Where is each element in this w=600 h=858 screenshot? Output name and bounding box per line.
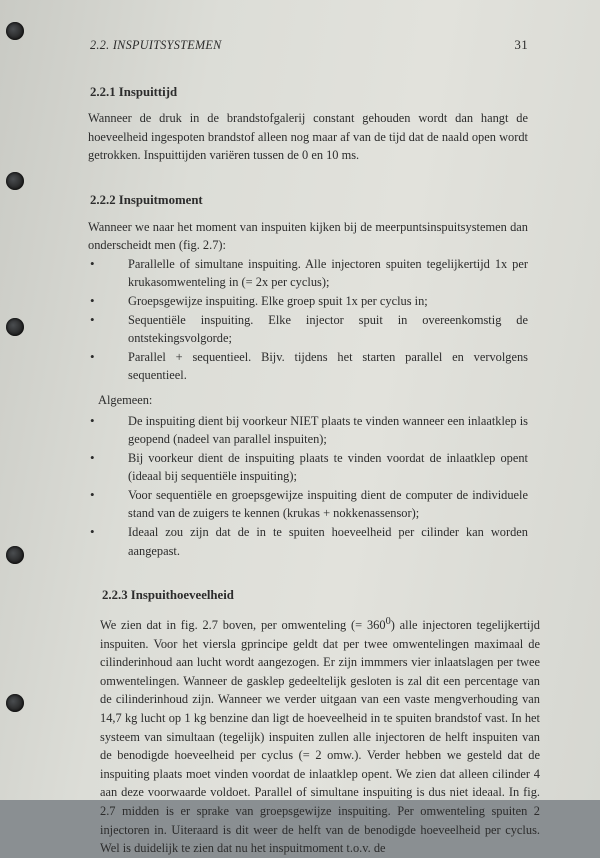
list-item-text: Groepsgewijze inspuiting. Elke groep spuit 1x per cyclus in; (128, 293, 428, 308)
binder-hole (6, 22, 24, 40)
bullet-glyph: • (90, 412, 95, 428)
body-text-start: We zien dat in fig. 2.7 boven, per omwenteling (= 360 (100, 617, 386, 632)
running-head (90, 36, 528, 55)
page-content (88, 36, 540, 858)
section-intro-inspuitmoment: Wanneer we naar het moment van inspuiten kijken bij de meerpuntsinspuitsystemen dan onderscheidt men (fig. 2.7): (88, 219, 528, 253)
binder-hole (6, 694, 24, 712)
section-inspuithoeveelheid (100, 586, 540, 857)
algemeen-label: Algemeen: (98, 392, 153, 407)
list-item (88, 255, 528, 292)
section-body-inspuittijd: Wanneer de druk in de brandstofgalerij constant gehouden wordt dan hangt de hoeveelheid ingespoten brandstof alleen nog maar af van de tijd dat de naald open wordt getrokken. Inspuittijden variëren tussen de 0 en 10 ms. (88, 111, 528, 163)
running-head-title: 2.2. INSPUITSYSTEMEN (90, 38, 222, 52)
list-item (88, 311, 528, 348)
section-heading-inspuithoeveelheid: 2.2.3 Inspuithoeveelheid (102, 588, 234, 603)
degree-superscript: 0 (385, 615, 391, 627)
list-item-text: Bij voorkeur dient de inspuiting plaats te vinden voordat de inlaatklep opent (ideaal bij sequentiële inspuiting); (128, 450, 528, 484)
list-item-text: Parallelle of simultane inspuiting. Alle injectoren spuiten tegelijkertijd 1x per krukasomwenteling in (= 2x per cyclus); (128, 256, 528, 290)
binder-hole (6, 546, 24, 564)
section-body-inspuithoeveelheid (100, 613, 540, 858)
bullet-glyph: • (90, 311, 95, 327)
page-number: 31 (514, 37, 528, 52)
binder-holes (0, 0, 40, 800)
bullet-glyph: • (90, 255, 95, 271)
list-item (88, 486, 528, 523)
binder-hole (6, 172, 24, 190)
list-item (88, 348, 528, 385)
binder-hole (6, 318, 24, 336)
bullet-glyph: • (90, 292, 95, 308)
list-item-text: Ideaal zou zijn dat de in te spuiten hoeveelheid per cilinder kan worden aangepast. (128, 525, 528, 558)
bullet-glyph: • (90, 486, 95, 502)
bullet-glyph: • (90, 449, 95, 465)
section-heading-inspuittijd: 2.2.1 Inspuittijd (90, 84, 178, 99)
list-item (88, 449, 528, 486)
list-item-text: Parallel + sequentieel. Bijv. tijdens het starten parallel en vervolgens sequentieel. (128, 349, 528, 383)
body-text-rest: ) alle injectoren tegelijkertijd inspuiten. Voor het viersla gprincipe geldt dat per twee omwentelingen maximaal de cilinderinhoud aan lucht wordt aangezogen. Er zijn immmers vier inlaatslagen per twee omwentelingen. Wanneer de gasklep gedeeltelijk gesloten is zal dit een percentage van de cilinderinhoud zijn. Wanneer we verder uitgaan van een vaste mengverhouding van 14,7 kg lucht op 1 kg benzine dan ligt de hoeveelheid in te spuiten brandstof vast. In het systeem van simultaan (tegelijk) inspuiten zullen alle injectoren de helft inspuiten van de benodigde hoeveelheid per cyclus (= 2 omw.). Verder hebben we gesteld dat de inspuiting plaats moet vinden voordat de inlaatklep opent. We zien dat alleen cilinder 4 aan deze voorwaarde voldoet. Parallel of simultane inspuiting is dus niet ideaal. In fig. 2.7 midden is er sprake van groepsgewijze inspuiting. Per omwenteling spuiten 2 injectoren in. Uiteraard is dit weer de helft van de benodigde hoeveelheid per cyclus. Wel is duidelijk te zien dat nu het inspuitmoment t.o.v. de (100, 617, 540, 856)
bullet-glyph: • (90, 524, 95, 540)
injection-types-list (88, 255, 528, 385)
section-heading-inspuitmoment: 2.2.2 Inspuitmoment (90, 192, 203, 207)
bullet-glyph: • (90, 348, 95, 364)
list-item (88, 523, 528, 560)
list-item-text: De inspuiting dient bij voorkeur NIET plaats te vinden wanneer een inlaatklep is geopend (nadeel van parallel inspuiten); (128, 413, 528, 447)
list-item (88, 412, 528, 449)
list-item (88, 292, 528, 311)
list-item-text: Sequentiële inspuiting. Elke injector spuit in overeenkomstig de ontstekingsvolgorde; (128, 312, 528, 346)
list-item-text: Voor sequentiële en groepsgewijze inspuiting dient de computer de individuele stand van de zuigers te kennen (krukas + nokkenassensor); (128, 487, 528, 521)
general-notes-list (88, 412, 528, 561)
